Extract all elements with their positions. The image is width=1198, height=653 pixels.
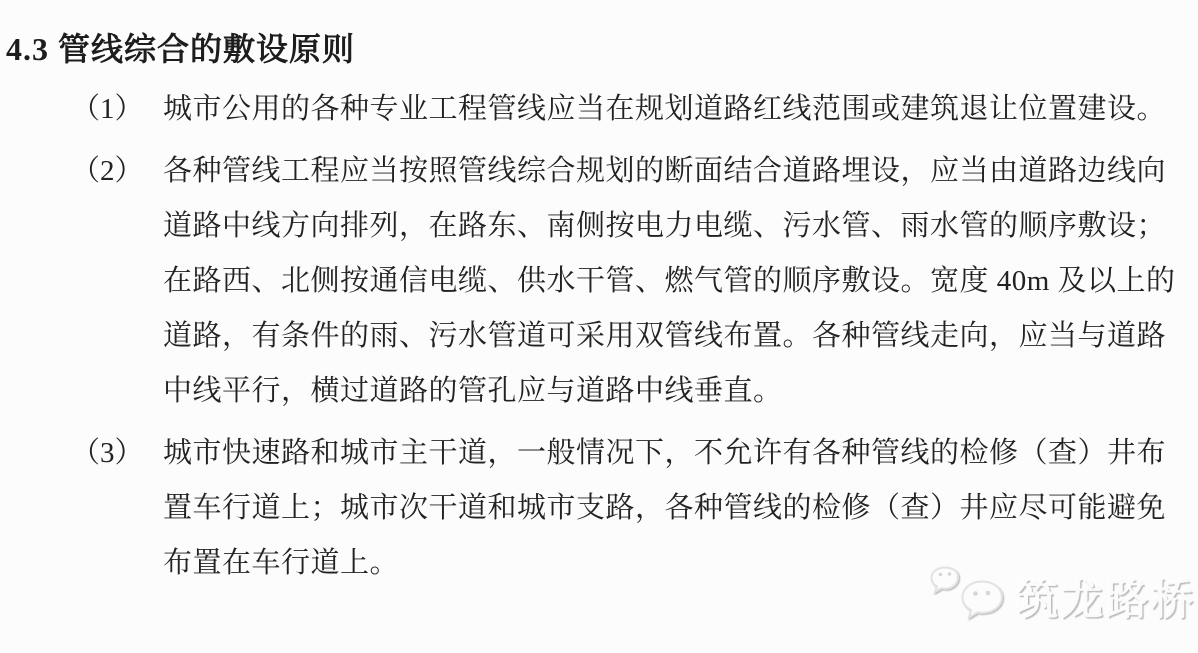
text-line: 各种管线工程应当按照管线综合规划的断面结合道路埋设，应当由道路边线向 — [163, 155, 1167, 187]
text-line: 在路西、北侧按通信电缆、供水干管、燃气管的顺序敷设。宽度 40m 及以上的 — [163, 265, 1176, 297]
text-line: 布置在车行道上。 — [163, 547, 400, 579]
text-line: 城市公用的各种专业工程管线应当在规划道路红线范围或建筑退让位置建设。 — [163, 93, 1167, 125]
watermark-text: 筑龙路桥 — [1016, 578, 1197, 624]
list-item-marker: （2） — [71, 155, 144, 187]
list-item-marker: （1） — [71, 93, 144, 125]
list-item — [0, 82, 1198, 137]
text-line: 置车行道上；城市次干道和城市支路，各种管线的检修（查）井应尽可能避免 — [163, 492, 1167, 524]
section-heading: 4.3 管线综合的敷设原则 — [6, 31, 356, 67]
text-line: 道路，有条件的雨、污水管道可采用双管线布置。各种管线走向，应当与道路 — [163, 320, 1167, 352]
chat-bubbles-icon — [928, 566, 1006, 628]
list-item-text — [163, 144, 1198, 419]
list-item-marker: （3） — [71, 437, 144, 469]
list-item-text — [163, 82, 1198, 137]
text-line: 城市快速路和城市主干道，一般情况下，不允许有各种管线的检修（查）井布 — [163, 437, 1167, 469]
watermark — [928, 566, 1196, 628]
list-item — [0, 144, 1198, 419]
text-line: 道路中线方向排列，在路东、南侧按电力电缆、污水管、雨水管的顺序敷设； — [163, 210, 1167, 242]
numbered-list — [0, 82, 1198, 598]
text-line: 中线平行，横过道路的管孔应与道路中线垂直。 — [163, 375, 783, 407]
